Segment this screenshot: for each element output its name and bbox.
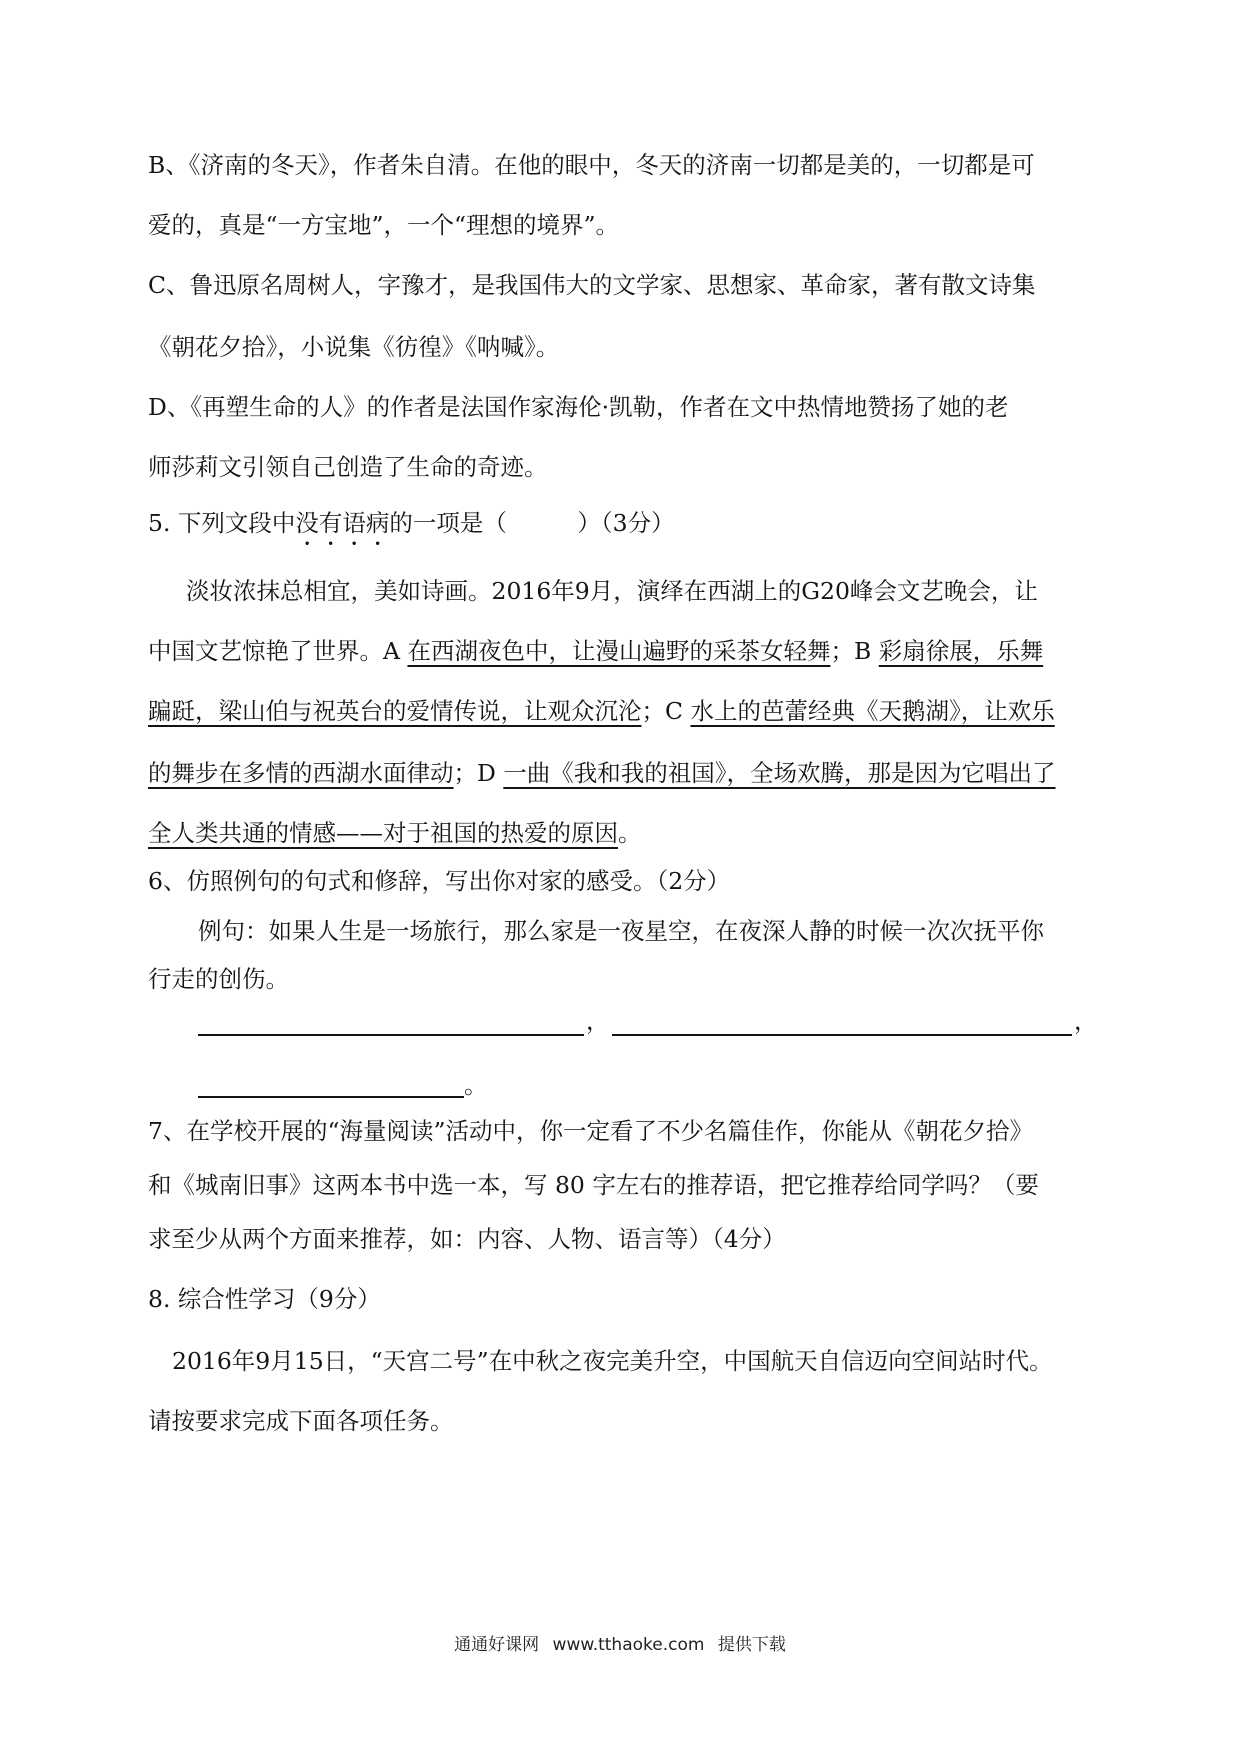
q5-option-b-text: 蹁跹，梁山伯与祝英台的爱情传说，让观众沉沦: [148, 697, 642, 725]
q5-option-a-text: 在西湖夜色中，让漫山遍野的采茶女轻舞: [407, 637, 831, 665]
q5-passage-line5: [148, 816, 642, 850]
q8-paragraph-line1: 2016年9月15日，“天宫二号”在中秋之夜完美升空，中国航天自信迈向空间站时代。: [172, 1347, 1053, 1375]
q6-answer-blank-1[interactable]: [198, 1034, 584, 1036]
q5-option-b-text: 彩扇徐展，乐舞: [878, 637, 1044, 665]
q8-title: 8. 综合性学习（9分）: [148, 1285, 381, 1313]
q6-answer-blank-2[interactable]: [612, 1034, 1072, 1036]
q7-line1: 7、在学校开展的“海量阅读”活动中，你一定看了不少名篇佳作，你能从《朝花夕拾》: [148, 1117, 1033, 1145]
q6-example-line1: 例句：如果人生是一场旅行，那么家是一夜星空，在夜深人静的时候一次次抚平你: [198, 917, 1044, 945]
q5-passage-line3: [148, 694, 1055, 728]
q8-paragraph-line2: 请按要求完成下面各项任务。: [148, 1407, 454, 1435]
q6-example-line2: 行走的创伤。: [148, 965, 289, 993]
q5-title-prefix: 5. 下列文段中: [148, 509, 296, 537]
q5-option-c-text: 水上的芭蕾经典《天鹅湖》，让欢乐: [690, 697, 1055, 725]
q6-answer-blank-3[interactable]: [198, 1096, 464, 1098]
q5-passage-text: ；B: [830, 637, 879, 665]
q6-comma-2: ，: [1074, 1007, 1098, 1035]
footer-url[interactable]: www.tthaoke.com: [552, 1635, 705, 1655]
q5-passage-line2: [148, 634, 1043, 668]
q6-period: 。: [464, 1071, 488, 1099]
q5-option-c-text: 的舞步在多情的西湖水面律动: [148, 759, 454, 787]
q4-option-d-line1: D、《再塑生命的人》的作者是法国作家海伦·凯勒，作者在文中热情地赞扬了她的老: [148, 393, 1009, 421]
q5-title-suffix: 的一项是（ ）（3分）: [389, 509, 675, 537]
q7-line2: 和《城南旧事》这两本书中选一本，写 80 字左右的推荐语，把它推荐给同学吗？（要: [148, 1171, 1039, 1199]
q5-passage-line4: [148, 756, 1056, 790]
q4-option-c-line2: 《朝花夕拾》，小说集《彷徨》《呐喊》。: [148, 333, 560, 361]
q5-passage-text: ；D: [453, 759, 504, 787]
q5-option-d-text: 全人类共通的情感——对于祖国的热爱的原因: [148, 819, 618, 847]
q4-option-d-line2: 师莎莉文引领自己创造了生命的奇迹。: [148, 453, 548, 481]
q5-title-emphasis: 没有语病: [295, 509, 390, 537]
q5-passage-line1: 淡妆浓抹总相宜，美如诗画。2016年9月，演绎在西湖上的G20峰会文艺晚会，让: [186, 577, 1038, 605]
q5-passage-text: 中国文艺惊艳了世界。A: [148, 637, 408, 665]
footer-note: 提供下载: [717, 1635, 786, 1655]
q4-option-c-line1: C、鲁迅原名周树人，字豫才，是我国伟大的文学家、思想家、革命家，著有散文诗集: [148, 271, 1036, 299]
q6-comma-1: ，: [586, 1007, 610, 1035]
q7-line3: 求至少从两个方面来推荐，如：内容、人物、语言等）（4分）: [148, 1225, 786, 1253]
q5-passage-text: 。: [618, 819, 642, 847]
q5-option-d-text: 一曲《我和我的祖国》，全场欢腾，那是因为它唱出了: [503, 759, 1056, 787]
q5-passage-text: ；C: [641, 697, 691, 725]
q4-option-b-line1: B、《济南的冬天》，作者朱自清。在他的眼中，冬天的济南一切都是美的，一切都是可: [148, 151, 1035, 179]
q4-option-b-line2: 爱的，真是“一方宝地”，一个“理想的境界”。: [148, 211, 620, 239]
page-footer: [0, 1630, 1240, 1655]
footer-site-name: 通通好课网: [454, 1635, 540, 1655]
q5-title: [148, 506, 675, 551]
q6-title: 6、仿照例句的句式和修辞，写出你对家的感受。（2分）: [148, 867, 731, 895]
